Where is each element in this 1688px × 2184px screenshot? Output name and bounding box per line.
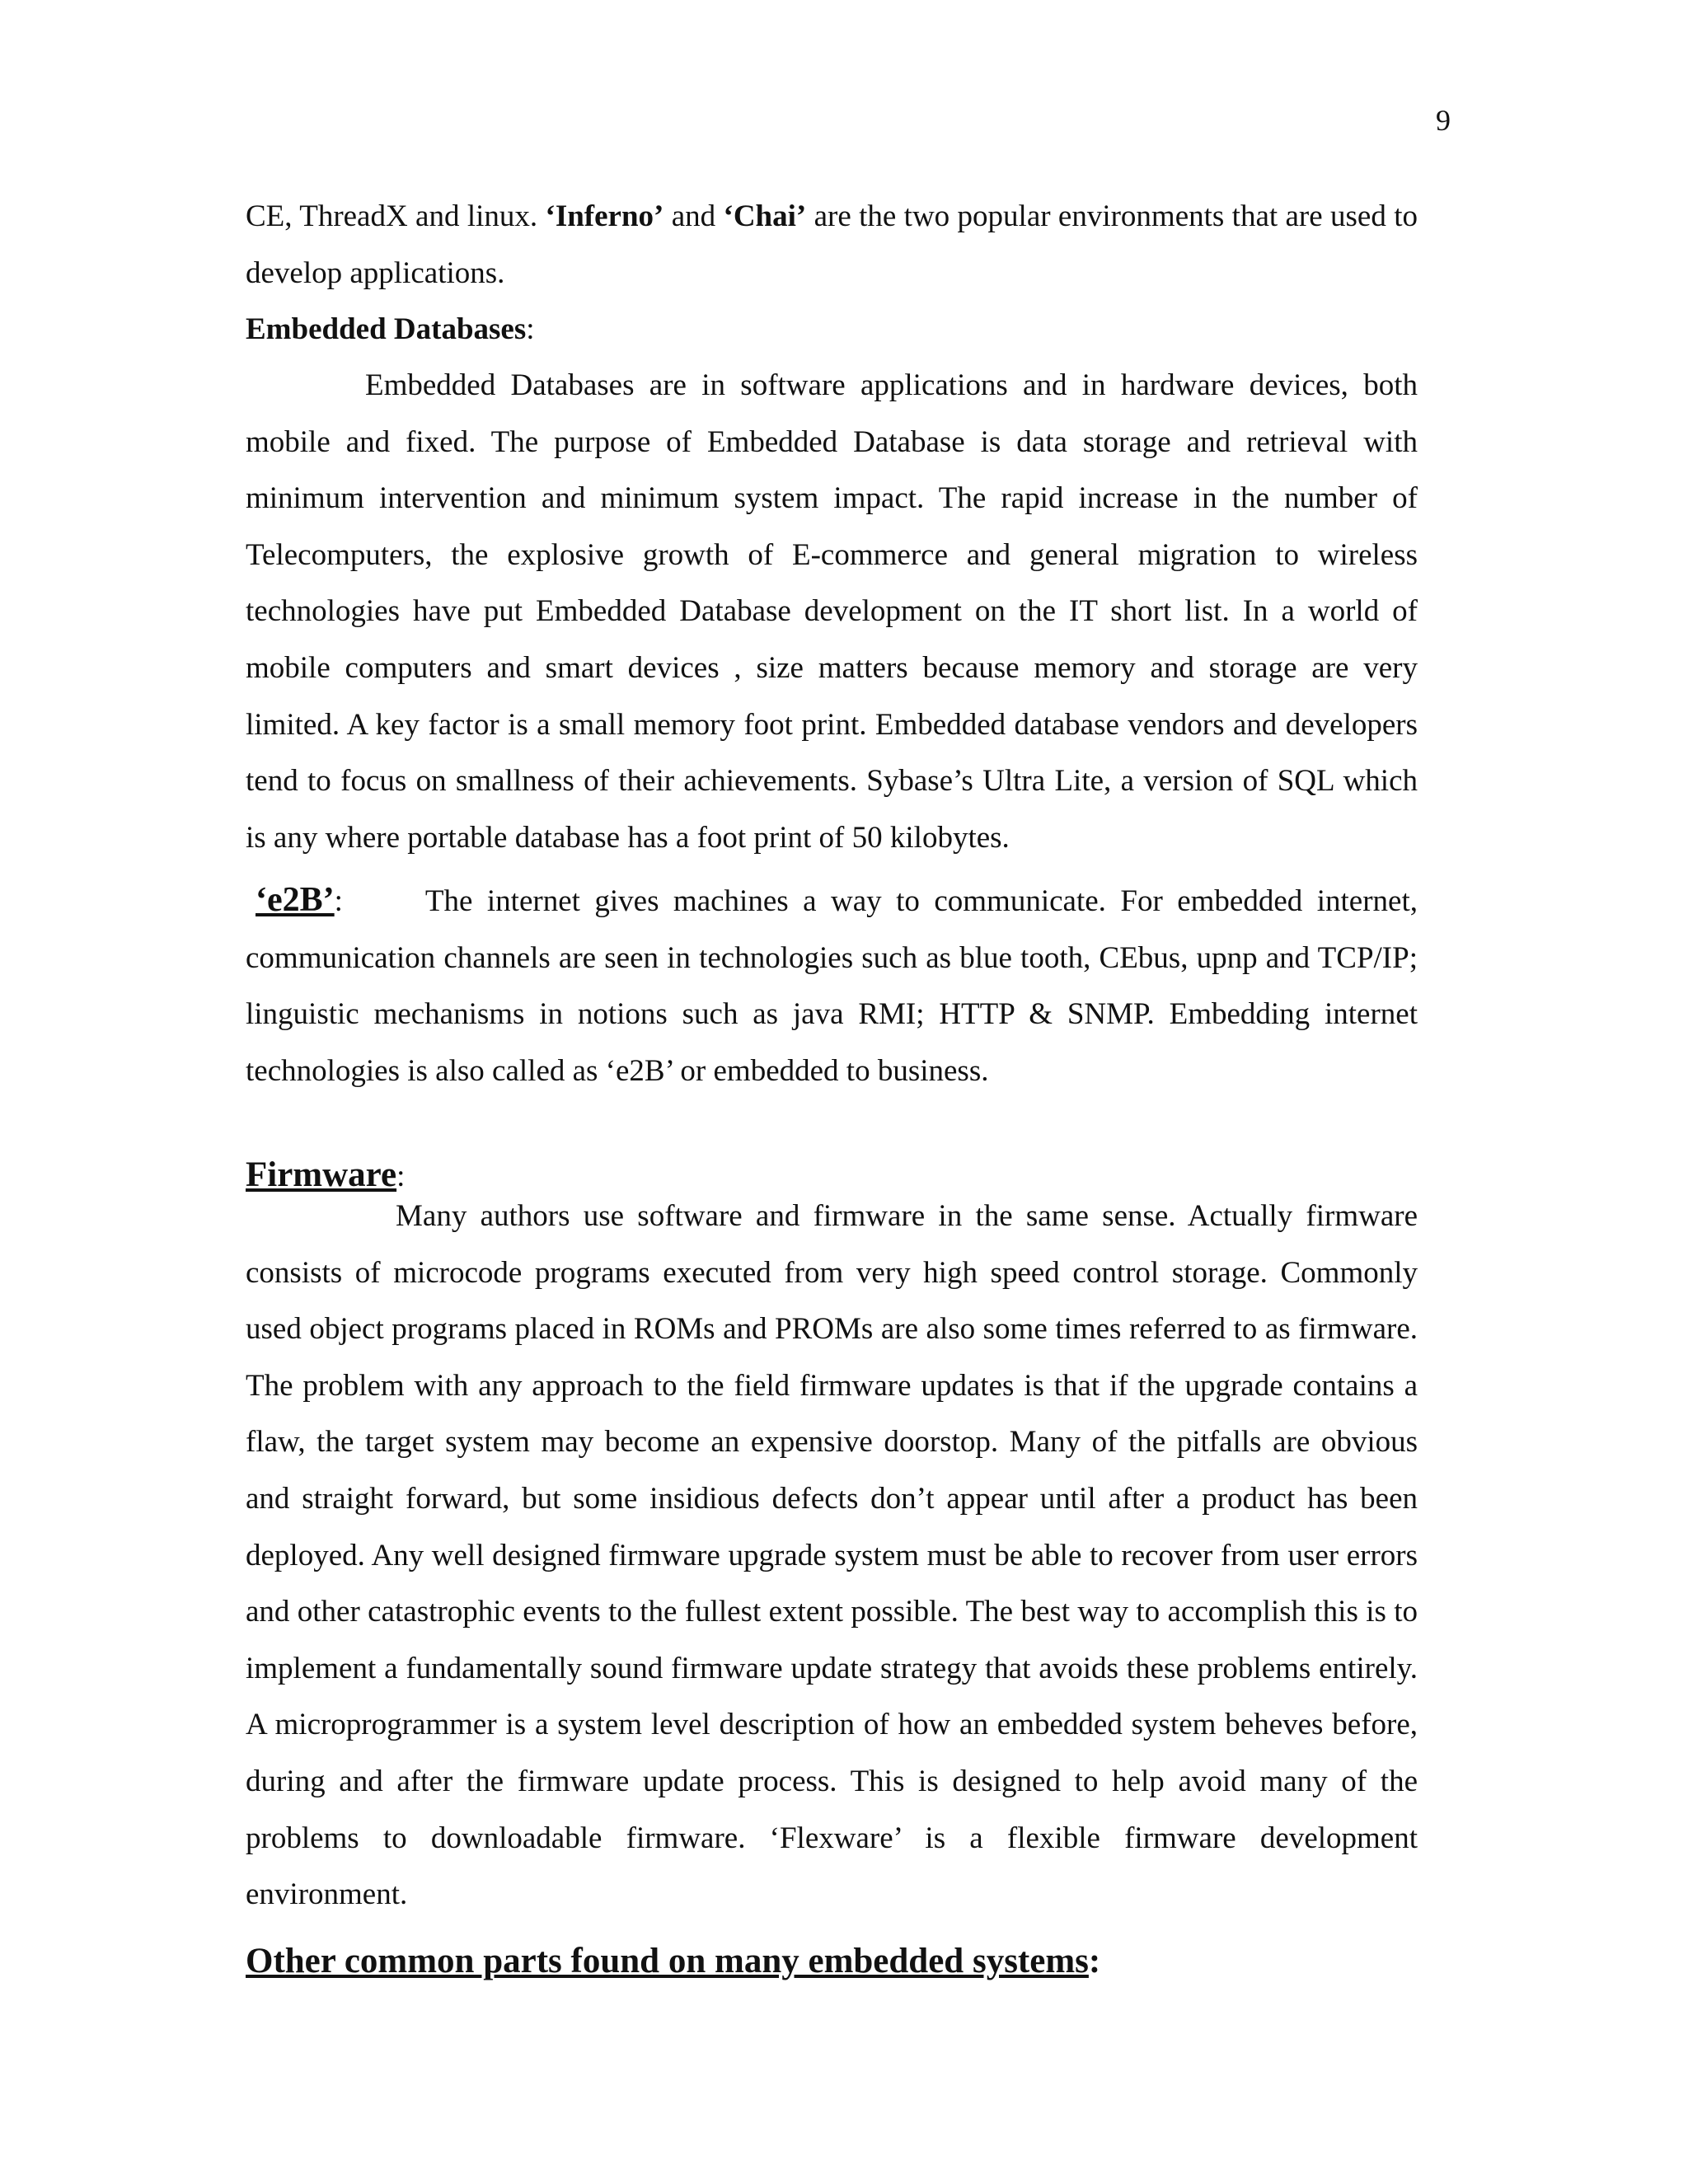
- e2b-paragraph: [246, 872, 1418, 1099]
- e2b-colon: :: [334, 884, 343, 918]
- firmware-title: Firmware: [246, 1155, 397, 1194]
- embedded-databases-heading: [246, 302, 1418, 359]
- embedded-databases-paragraph: [246, 358, 1418, 866]
- firmware-colon: :: [396, 1160, 406, 1193]
- e2b-label: ‘e2B’: [256, 881, 335, 919]
- e2b-body: The internet gives machines a way to communicate. For embedded internet, communication channels are seen in technologies such as blue tooth, CEbus, upnp and TCP/IP; linguistic mechanisms in notions such as java RMI; HTTP & SNMP. Embedding internet technologies is also called as ‘e2B’ or embedded to business.: [246, 884, 1418, 1088]
- intro-text-1: CE, ThreadX and linux.: [246, 199, 546, 233]
- firmware-paragraph: [246, 1188, 1418, 1924]
- intro-text-2: and: [663, 199, 724, 233]
- embedded-databases-colon: :: [526, 312, 535, 346]
- inferno-term: ‘Inferno’: [545, 199, 664, 233]
- page-number: 9: [1436, 104, 1451, 137]
- embedded-databases-title: Embedded Databases: [246, 312, 527, 346]
- chai-term: ‘Chai’: [723, 199, 807, 233]
- firmware-body: Many authors use software and firmware in the same sense. Actually firmware consists of microcode programs executed from very high speed control storage. Commonly used object programs placed in ROMs and PROMs are also some times referred to as firmware. The problem with any approach to the field firmware updates is that if the upgrade contains a flaw, the target system may become an expensive doorstop. Many of the pitfalls are obvious and straight forward, but some insidious defects don’t appear until after a product has been deployed. Any well designed firmware upgrade system must be able to recover from user errors and other catastrophic events to the fullest extent possible. The best way to accomplish this is to implement a fundamentally sound firmware update strategy that avoids these problems entirely. A microprogrammer is a system level description of how an embedded system beheves before, during and after the firmware update process. This is designed to help avoid many of the problems to downloadable firmware. ‘Flexware’ is a flexible firmware development environment.: [246, 1199, 1418, 1912]
- other-parts-heading: [246, 1933, 1418, 1992]
- other-parts-colon: :: [1088, 1942, 1101, 1980]
- intro-text-3: are the two popular environments that are used to develop applications.: [246, 199, 1418, 290]
- other-parts-title: Other common parts found on many embedded systems: [246, 1942, 1089, 1980]
- embedded-databases-body: Embedded Databases are in software applications and in hardware devices, both mobile and fixed. The purpose of Embedded Database is data storage and retrieval with minimum intervention and minimum system impact. The rapid increase in the number of Telecomputers, the explosive growth of E-commerce and general migration to wireless technologies have put Embedded Database development on the IT short list. In a world of mobile computers and smart devices , size matters because memory and storage are very limited. A key factor is a small memory foot print. Embedded database vendors and developers tend to focus on smallness of their achievements. Sybase’s Ultra Lite, a version of SQL which is any where portable database has a foot print of 50 kilobytes.: [246, 368, 1418, 855]
- intro-paragraph: [246, 189, 1418, 302]
